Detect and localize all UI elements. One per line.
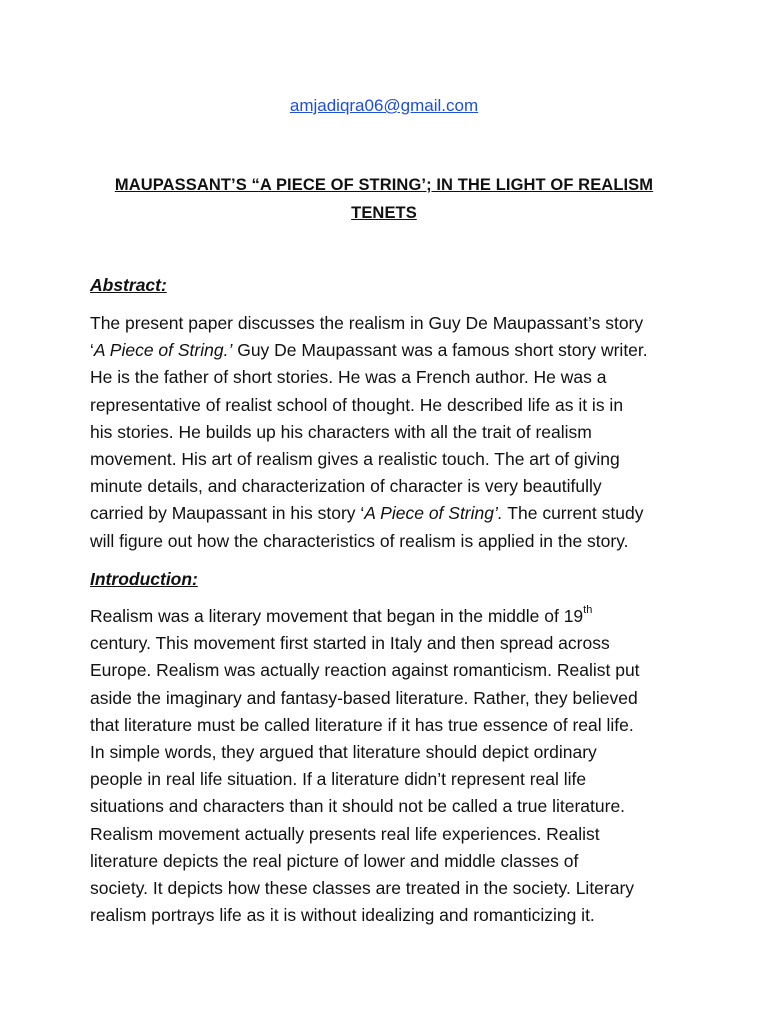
abstract-line: minute details, and characterization of character is very beautifully	[90, 476, 602, 497]
abstract-line: representative of realist school of thought. He described life as it is in	[90, 394, 624, 415]
introduction-text: Realism was a literary movement that began in the middle of 19	[90, 606, 584, 626]
abstract-line: movement. His art of realism gives a realistic touch. The art of giving	[90, 449, 620, 470]
abstract-paragraph	[90, 310, 686, 555]
introduction-heading: Introduction:	[90, 569, 198, 589]
abstract-line: The present paper discusses the realism in Guy De Maupassant’s story	[90, 313, 644, 333]
abstract-text: The current study	[502, 503, 644, 524]
introduction-line: In simple words, they argued that literature should depict ordinary	[90, 742, 597, 763]
paper-title	[100, 171, 668, 227]
abstract-line	[90, 500, 686, 527]
introduction-line: people in real life situation. If a literature didn’t represent real life	[90, 769, 587, 790]
abstract-line: will figure out how the characteristics of realism is applied in the story.	[90, 530, 629, 551]
introduction-line: aside the imaginary and fantasy-based literature. Rather, they believed	[90, 687, 638, 708]
introduction-line: society. It depicts how these classes are treated in the society. Literary	[90, 878, 635, 899]
introduction-line: that literature must be called literature if it has true essence of real life.	[90, 714, 634, 735]
introduction-paragraph	[90, 603, 686, 929]
abstract-text: carried by Maupassant in his story ‘	[90, 503, 365, 524]
abstract-text: Guy De Maupassant was a famous short story writer.	[232, 340, 648, 361]
story-title: A Piece of String.’	[93, 340, 233, 361]
abstract-line: He is the father of short stories. He was a French author. He was a	[90, 367, 607, 388]
introduction-line: literature depicts the real picture of lower and middle classes of	[90, 850, 579, 871]
title-line-1: MAUPASSANT’S “A PIECE OF STRING’; IN THE LIGHT OF REALISM	[114, 176, 654, 194]
author-email-link[interactable]: amjadiqra06@gmail.com	[289, 96, 479, 115]
introduction-line: realism portrays life as it is without idealizing and romanticizing it.	[90, 905, 595, 926]
abstract-line: his stories. He builds up his characters with all the trait of realism	[90, 421, 592, 442]
abstract-line	[90, 337, 686, 364]
title-line-2: TENETS	[351, 204, 417, 222]
introduction-line: situations and characters than it should not be called a true literature.	[90, 796, 626, 817]
ordinal-superscript: th	[583, 604, 593, 617]
abstract-heading: Abstract:	[90, 275, 167, 295]
introduction-line: Europe. Realism was actually reaction against romanticism. Realist put	[90, 660, 640, 681]
introduction-line: Realism movement actually presents real life experiences. Realist	[90, 823, 600, 844]
introduction-line	[90, 603, 686, 630]
quote-mark: ‘	[90, 340, 94, 361]
introduction-line: century. This movement first started in Italy and then spread across	[90, 633, 610, 654]
story-title: A Piece of String’.	[364, 503, 503, 524]
